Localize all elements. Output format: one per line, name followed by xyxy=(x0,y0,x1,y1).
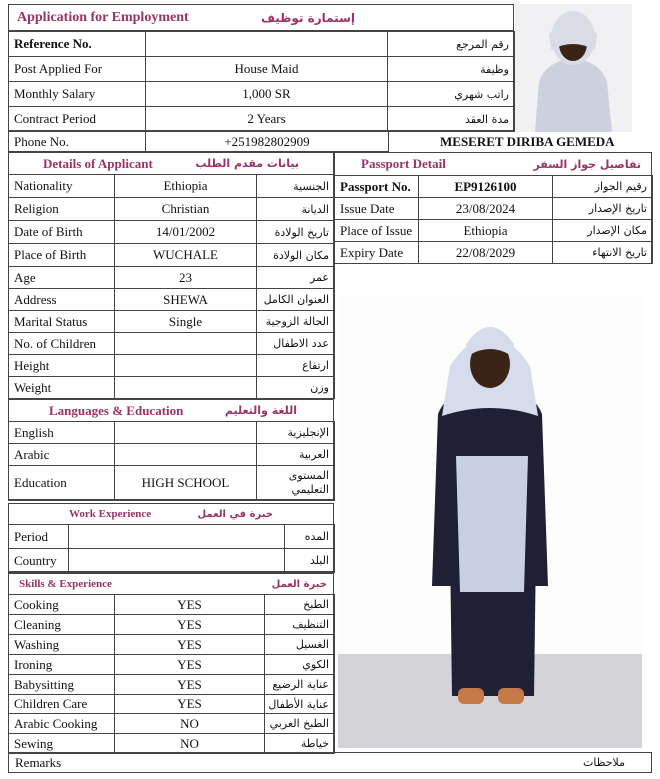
applicant-row xyxy=(9,377,335,399)
field-label-ar: تاريخ الولادة xyxy=(257,221,335,244)
skills-row xyxy=(9,714,335,734)
field-label: Arabic Cooking xyxy=(9,714,115,734)
field-value: Christian xyxy=(115,198,257,221)
field-label-ar: الغسيل xyxy=(265,635,335,655)
form-title: Application for Employment xyxy=(17,9,189,25)
languages-title: Languages & Education xyxy=(49,402,184,418)
field-label: Ironing xyxy=(9,655,115,675)
field-label: Period xyxy=(9,525,69,549)
field-label: Weight xyxy=(9,377,115,399)
field-label-ar: الجنسية xyxy=(257,175,335,198)
applicant-row xyxy=(9,355,335,377)
field-label-ar: وزن xyxy=(257,377,335,399)
field-label: Date of Birth xyxy=(9,221,115,244)
field-value: 23 xyxy=(115,267,257,289)
applicant-row xyxy=(9,333,335,355)
field-label-ar: رقيم الجواز xyxy=(553,176,653,198)
field-value: Ethiopia xyxy=(419,220,553,242)
field-label-ar: مدة العقد xyxy=(388,107,515,132)
field-label-ar: الحالة الزوجية xyxy=(257,311,335,333)
passport-title-row xyxy=(335,153,651,175)
field-value: Ethiopia xyxy=(115,175,257,198)
field-value: 1,000 SR xyxy=(146,82,388,107)
field-label: Reference No. xyxy=(9,32,146,57)
field-value: House Maid xyxy=(146,57,388,82)
skills-row xyxy=(9,635,335,655)
field-label-ar: التنظيف xyxy=(265,615,335,635)
field-label-ar: الكوي xyxy=(265,655,335,675)
applicant-title-row xyxy=(9,153,333,174)
applicant-title-ar: بيانات مقدم الطلب xyxy=(195,157,299,170)
field-value: NO xyxy=(115,714,265,734)
header-row xyxy=(9,107,515,132)
field-value: EP9126100 xyxy=(419,176,553,198)
passport-table xyxy=(334,175,653,264)
header-row xyxy=(9,32,515,57)
work-title: Work Experience xyxy=(69,508,152,520)
field-label: Address xyxy=(9,289,115,311)
field-label: Sewing xyxy=(9,734,115,754)
field-label-ar: ارتفاع xyxy=(257,355,335,377)
applicant-row xyxy=(9,221,335,244)
field-value xyxy=(115,444,257,466)
field-value: WUCHALE xyxy=(115,244,257,267)
field-value: NO xyxy=(115,734,265,754)
field-label: Place of Issue xyxy=(335,220,419,242)
passport-row xyxy=(335,220,653,242)
work-title-ar: خبرة في العمل xyxy=(197,508,273,520)
field-value xyxy=(69,525,285,549)
skills-title-row xyxy=(9,574,333,594)
work-section xyxy=(8,503,334,572)
field-label-ar: الإنجليزية xyxy=(257,422,335,444)
passport-row xyxy=(335,242,653,264)
field-label-ar: عمر xyxy=(257,267,335,289)
field-label: Contract Period xyxy=(9,107,146,132)
field-label-ar: عناية الرضيع xyxy=(265,675,335,695)
skills-title: Skills & Experience xyxy=(19,578,112,590)
skills-title-ar: خبرة العمل xyxy=(271,578,327,590)
field-value: 14/01/2002 xyxy=(115,221,257,244)
field-label-ar: تاريخ الإصدار xyxy=(553,198,653,220)
applicant-row xyxy=(9,267,335,289)
field-label: Children Care xyxy=(9,695,115,714)
languages-section xyxy=(8,399,334,500)
skills-table xyxy=(8,594,335,754)
field-value: YES xyxy=(115,675,265,695)
field-value xyxy=(69,549,285,573)
field-label-ar: راتب شهري xyxy=(388,82,515,107)
field-label: Post Applied For xyxy=(9,57,146,82)
languages-title-row xyxy=(9,400,333,421)
applicant-title: Details of Applicant xyxy=(43,155,153,171)
languages-table xyxy=(8,421,335,501)
field-value: YES xyxy=(115,655,265,675)
field-label-ar: عدد الاطفال xyxy=(257,333,335,355)
field-value xyxy=(115,355,257,377)
field-label: Religion xyxy=(9,198,115,221)
field-label: Issue Date xyxy=(335,198,419,220)
remarks-label: Remarks xyxy=(15,754,62,770)
applicant-full-photo xyxy=(338,296,642,748)
applicant-row xyxy=(9,311,335,333)
field-label-ar: عناية الأطفال xyxy=(265,695,335,714)
field-label: Expiry Date xyxy=(335,242,419,264)
field-value xyxy=(115,377,257,399)
field-label-ar: رقم المرجع xyxy=(388,32,515,57)
field-label: Babysitting xyxy=(9,675,115,695)
field-label-ar: وظيفة xyxy=(388,57,515,82)
field-label: Marital Status xyxy=(9,311,115,333)
applicant-section xyxy=(8,152,334,400)
skills-row xyxy=(9,615,335,635)
applicant-table xyxy=(8,174,335,399)
field-label-ar: العربية xyxy=(257,444,335,466)
skills-row xyxy=(9,734,335,754)
field-label-ar: مكان الإصدار xyxy=(553,220,653,242)
phone-label: Phone No. xyxy=(9,132,146,152)
field-label: Nationality xyxy=(9,175,115,198)
field-value: YES xyxy=(115,615,265,635)
phone-row xyxy=(8,132,514,152)
field-label-ar: العنوان الكامل xyxy=(257,289,335,311)
field-value: SHEWA xyxy=(115,289,257,311)
field-label: Passport No. xyxy=(335,176,419,198)
skills-row xyxy=(9,675,335,695)
header-title-row xyxy=(9,5,513,31)
field-value xyxy=(115,333,257,355)
field-label-ar: مكان الولادة xyxy=(257,244,335,267)
work-table xyxy=(8,524,335,573)
applicant-portrait xyxy=(515,4,632,132)
field-value: 2 Years xyxy=(146,107,388,132)
work-row xyxy=(9,549,335,573)
remarks-row xyxy=(8,752,652,773)
full-photo-image xyxy=(338,296,642,748)
skills-row xyxy=(9,595,335,615)
form-title-ar: إستمارة توظيف xyxy=(260,10,355,25)
field-label-ar: الطبخ xyxy=(265,595,335,615)
remarks-label-ar: ملاحظات xyxy=(583,756,625,769)
field-value: YES xyxy=(115,695,265,714)
languages-row xyxy=(9,466,335,501)
field-label: Washing xyxy=(9,635,115,655)
header-row xyxy=(9,82,515,107)
employment-header xyxy=(8,4,514,131)
header-row xyxy=(9,57,515,82)
skills-row xyxy=(9,695,335,714)
field-value: HIGH SCHOOL xyxy=(115,466,257,501)
field-label: Monthly Salary xyxy=(9,82,146,107)
field-value: 23/08/2024 xyxy=(419,198,553,220)
phone-value: +251982802909 xyxy=(146,132,389,152)
header-table xyxy=(8,31,515,132)
passport-section xyxy=(334,152,652,264)
field-label-ar: البلد xyxy=(285,549,335,573)
field-label: Place of Birth xyxy=(9,244,115,267)
field-label-ar: الطبخ العربي xyxy=(265,714,335,734)
field-label: Height xyxy=(9,355,115,377)
applicant-row xyxy=(9,198,335,221)
field-value: YES xyxy=(115,595,265,615)
applicant-row xyxy=(9,175,335,198)
skills-section xyxy=(8,573,334,753)
applicant-row xyxy=(9,244,335,267)
field-label-ar: الديانة xyxy=(257,198,335,221)
field-label: English xyxy=(9,422,115,444)
field-label: Education xyxy=(9,466,115,501)
field-label: Arabic xyxy=(9,444,115,466)
field-label-ar: المده xyxy=(285,525,335,549)
passport-title: Passport Detail xyxy=(361,156,446,171)
field-value: Single xyxy=(115,311,257,333)
field-value xyxy=(146,32,388,57)
applicant-row xyxy=(9,289,335,311)
field-label-ar: تاريخ الانتهاء xyxy=(553,242,653,264)
field-label: Age xyxy=(9,267,115,289)
passport-row xyxy=(335,198,653,220)
languages-title-ar: اللغة والتعليم xyxy=(224,404,297,417)
portrait-image xyxy=(515,4,632,132)
field-label-ar: المستوى التعليمي xyxy=(257,466,335,501)
passport-row xyxy=(335,176,653,198)
languages-row xyxy=(9,422,335,444)
applicant-name: MESERET DIRIBA GEMEDA xyxy=(440,134,615,149)
work-title-row xyxy=(9,504,333,524)
field-label: Cleaning xyxy=(9,615,115,635)
field-label: No. of Children xyxy=(9,333,115,355)
field-value: 22/08/2029 xyxy=(419,242,553,264)
field-label: Country xyxy=(9,549,69,573)
passport-title-ar: تفاصيل جواز السفر xyxy=(533,157,641,171)
skills-row xyxy=(9,655,335,675)
languages-row xyxy=(9,444,335,466)
work-row xyxy=(9,525,335,549)
field-label-ar: خياطة xyxy=(265,734,335,754)
field-value: YES xyxy=(115,635,265,655)
field-label: Cooking xyxy=(9,595,115,615)
field-value xyxy=(115,422,257,444)
